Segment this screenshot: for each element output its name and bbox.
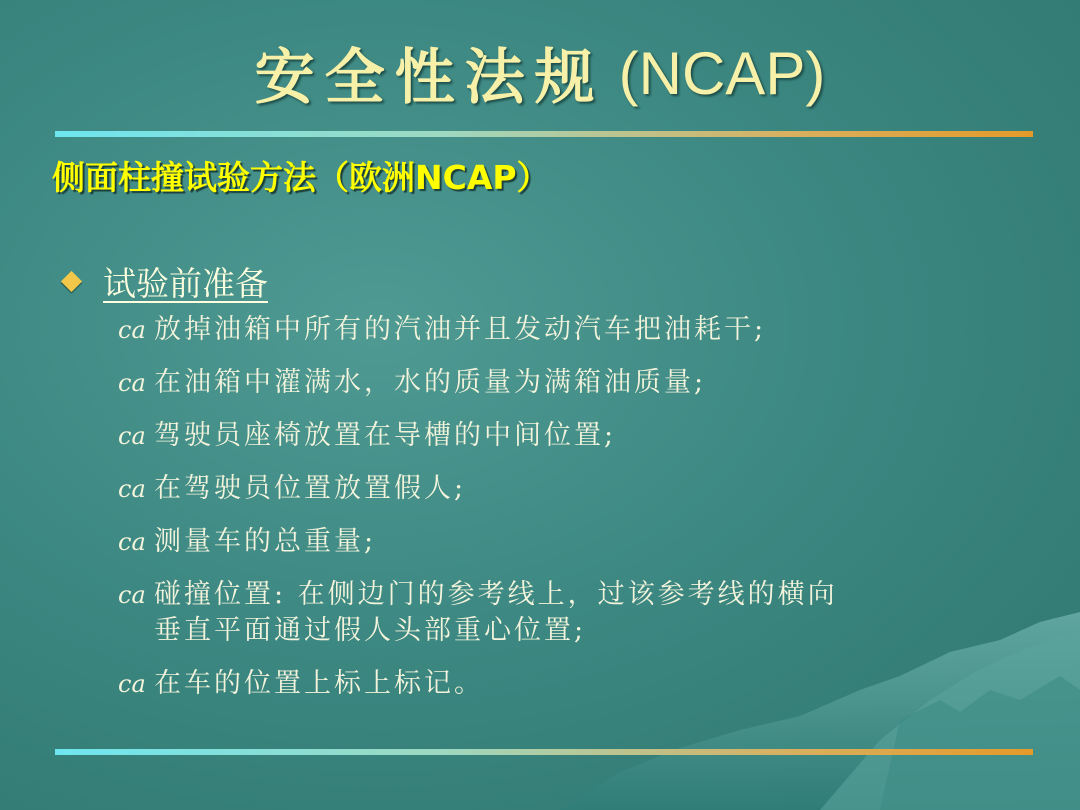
curl-bullet-icon: ca	[118, 316, 146, 344]
bottom-divider	[55, 749, 1033, 755]
section-heading-row	[64, 258, 268, 304]
curl-bullet-icon: ca	[118, 581, 146, 609]
slide-title	[0, 30, 1080, 120]
list-item	[118, 312, 1018, 348]
slide-subtitle: 侧面柱撞试验方法（欧洲NCAP）	[52, 158, 550, 197]
list-item-text: 在车的位置上标上标记。	[154, 668, 484, 699]
title-english: (NCAP)	[618, 39, 826, 107]
list-item-text: 在驾驶员位置放置假人;	[154, 473, 467, 504]
list-item-text-continued: 垂直平面通过假人头部重心位置;	[154, 615, 587, 646]
list-item-text: 碰撞位置: 在侧边门的参考线上，过该参考线的横向	[154, 579, 838, 610]
list-item	[118, 365, 1018, 401]
top-divider	[55, 131, 1033, 137]
curl-bullet-icon: ca	[118, 369, 146, 397]
curl-bullet-icon: ca	[118, 422, 146, 450]
list-item-text: 测量车的总重量;	[154, 526, 377, 557]
list-item-text: 驾驶员座椅放置在导槽的中间位置;	[154, 420, 617, 451]
list-item	[118, 418, 1018, 454]
curl-bullet-icon: ca	[118, 670, 146, 698]
list-item-text: 放掉油箱中所有的汽油并且发动汽车把油耗干;	[154, 314, 767, 345]
step-list	[118, 312, 1018, 719]
list-item-text: 在油箱中灌满水，水的质量为满箱油质量;	[154, 367, 707, 398]
list-item	[118, 577, 1018, 649]
title-chinese: 安全性法规	[254, 43, 605, 113]
section-heading: 试验前准备	[103, 264, 268, 303]
list-item	[118, 524, 1018, 560]
list-item	[118, 471, 1018, 507]
curl-bullet-icon: ca	[118, 475, 146, 503]
curl-bullet-icon: ca	[118, 528, 146, 556]
list-item	[118, 666, 1018, 702]
diamond-bullet-icon	[61, 271, 82, 292]
